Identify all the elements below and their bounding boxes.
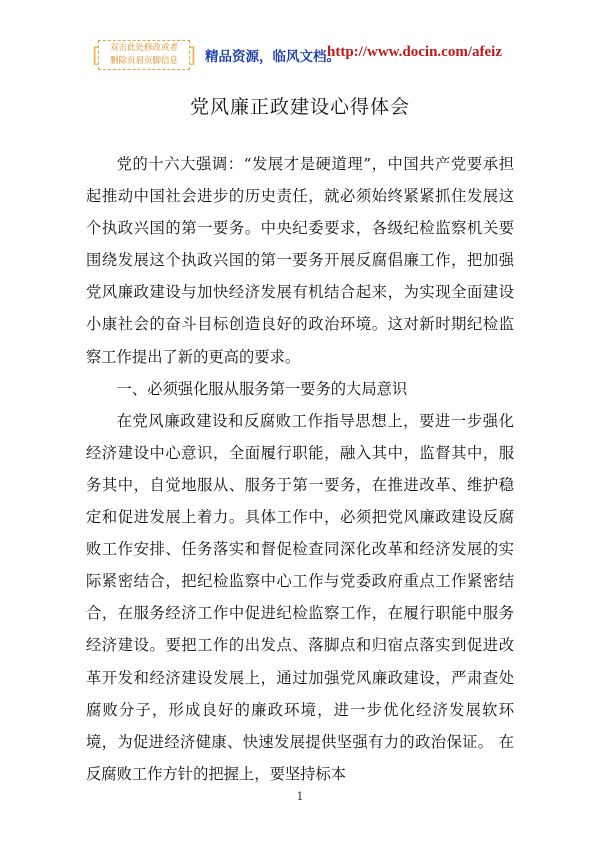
- edit-hint-line-1: 双击此处修改或者: [109, 43, 178, 53]
- header-edit-hint-box[interactable]: [92, 40, 196, 70]
- document-body: [86, 148, 514, 790]
- edit-hint-line-2: 删除页眉页脚信息: [109, 56, 178, 66]
- header-slogan: 精品资源，临风文档。: [205, 49, 340, 65]
- section-heading-1: 一、必须强化服从服务第一要务的大局意识: [116, 379, 408, 398]
- right-bracket-icon: ]: [188, 43, 196, 67]
- page-header: [92, 40, 518, 74]
- document-title: 党风廉正政建设心得体会: [189, 96, 410, 118]
- left-bracket-icon: [: [92, 43, 100, 67]
- header-url-link[interactable]: http://www.docin.com/afeiz: [327, 44, 502, 60]
- paragraph-intro: 党的十六大强调：“发展才是硬道理”，中国共产党要承担起推动中国社会进步的历史责任，就必须始终紧紧抓住发展这个执政兴国的第一要务。中央纪委要求，各级纪检监察机关要围绕发展这个执政兴国的第一要务开展反腐倡廉工作，把加强党风廉政建设与加快经济发展有机结合起来，为实现全面建设小康社会的奋斗目标创造良好的政治环境。这对新时期纪检监察工作提出了新的更高的要求。: [86, 155, 514, 366]
- paragraph-section-1: 在党风廉政建设和反腐败工作指导思想上，要进一步强化经济建设中心意识，全面履行职能，融入其中，监督其中，服务其中，自觉地服从、服务于第一要务，在推进改革、维护稳定和促进发展上着力。具体工作中，必须把党风廉政建设反腐败工作安排、任务落实和督促检查同深化改革和经济发展的实际紧密结合，把纪检监察中心工作与党委政府重点工作紧密结合，在服务经济工作中促进纪检监察工作，在履行职能中服务经济建设。要把工作的出发点、落脚点和归宿点落实到促进改革开发和经济建设发展上，通过加强党风廉政建设，严肃查处腐败分子，形成良好的廉政环境，进一步优化经济发展软环境，为促进经济健康、快速发展提供坚强有力的政治保证。 在反腐败工作方针的把握上，要坚持标本: [86, 411, 514, 783]
- page-number: 1: [296, 790, 304, 803]
